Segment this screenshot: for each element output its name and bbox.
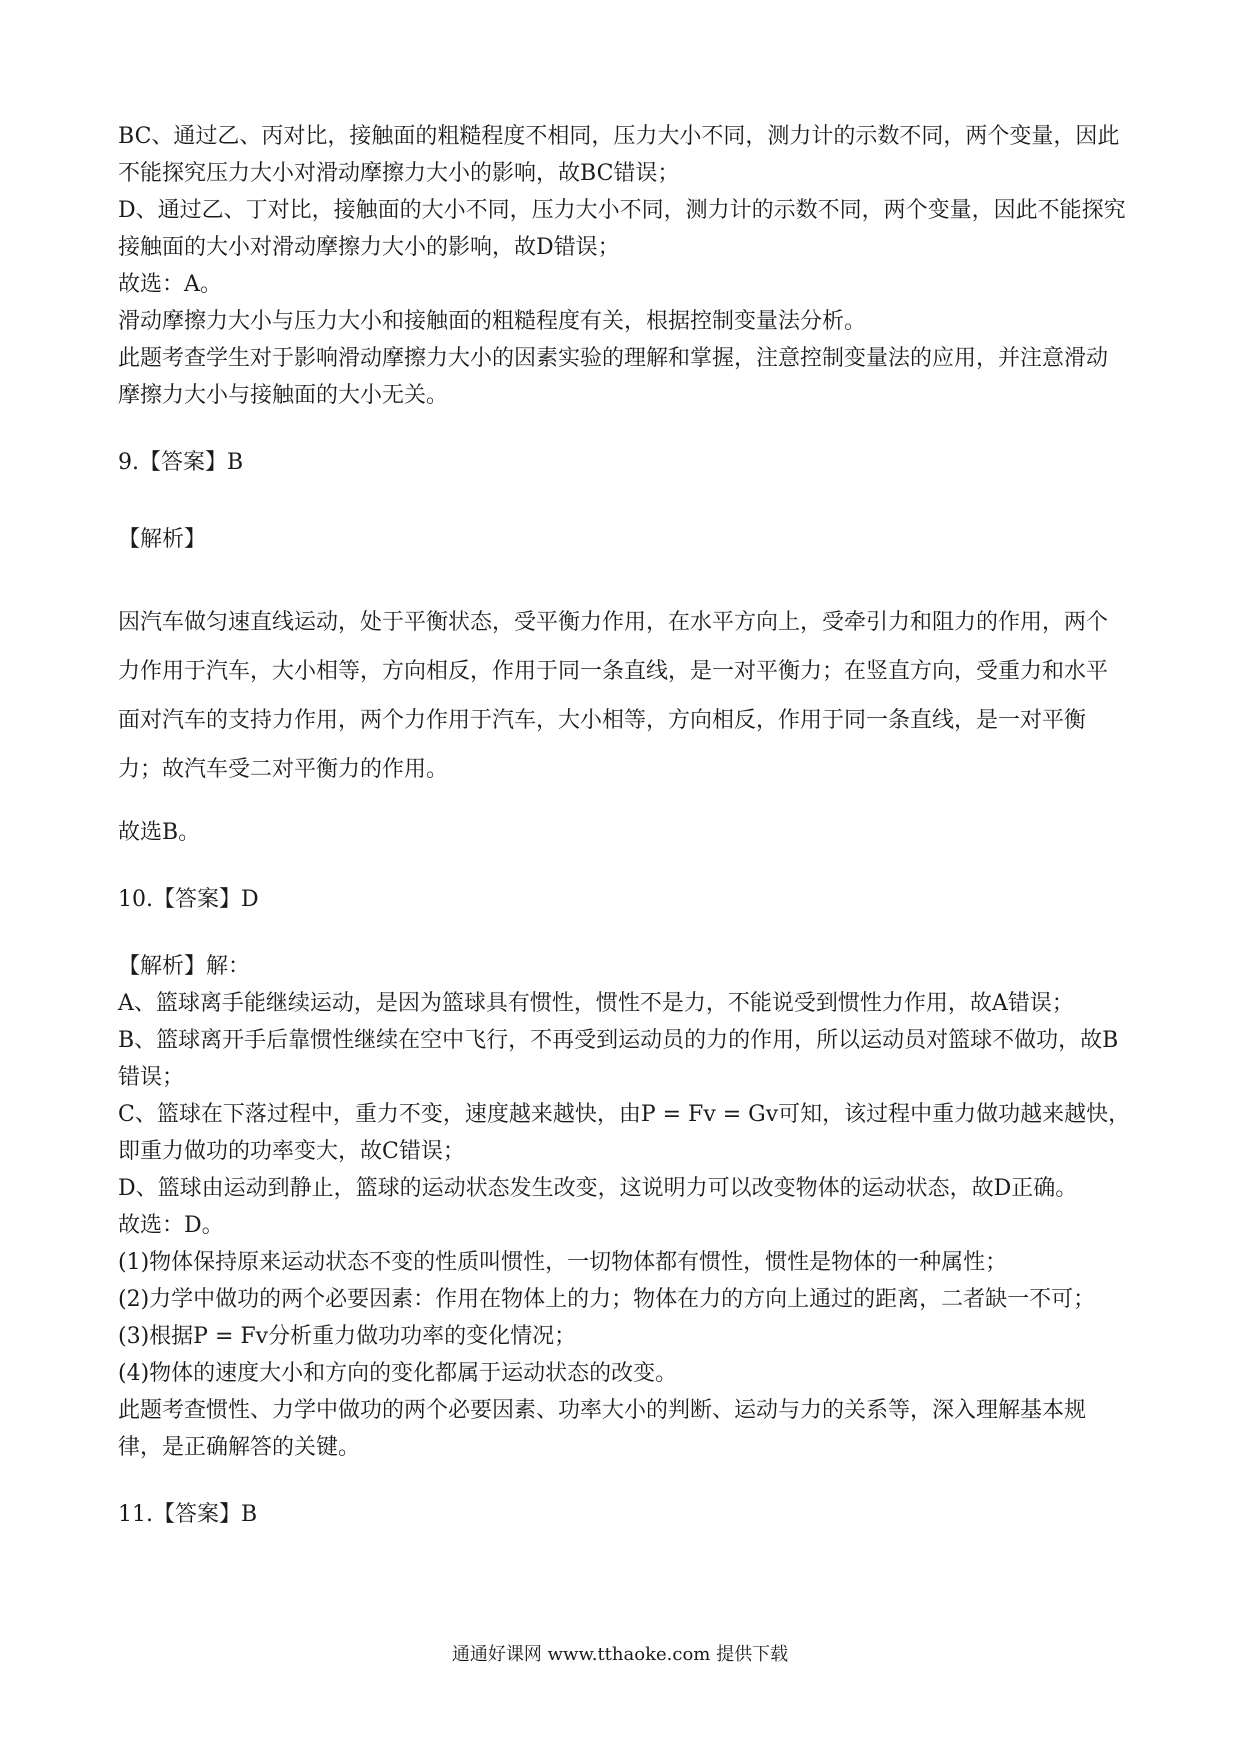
text-line: 此题考查学生对于影响滑动摩擦力大小的因素实验的理解和掌握，注意控制变量法的应用，并注意滑动 [118,346,1109,371]
text-line: 滑动摩擦力大小与压力大小和接触面的粗糙程度有关，根据控制变量法分析。 [118,309,867,334]
q10-section [118,881,1131,1466]
text-line: 不能探究压力大小对滑动摩擦力大小的影响，故BC错误； [118,161,680,186]
text-line: BC、通过乙、丙对比，接触面的粗糙程度不相同，压力大小不同，测力计的示数不同，两个变量，因此 [118,124,1120,149]
text-line: 摩擦力大小与接触面的大小无关。 [118,383,449,408]
text-line: (4)物体的速度大小和方向的变化都属于运动状态的改变。 [118,1361,678,1386]
text-line: 力作用于汽车，大小相等，方向相反，作用于同一条直线，是一对平衡力；在竖直方向，受重力和水平 [118,659,1109,684]
text-line: 错误； [118,1065,185,1090]
text-line: (3)根据P = Fv分析重力做功功率的变化情况； [118,1324,577,1349]
answer-heading: 9.【答案】B [118,450,244,475]
q11-section [118,1496,1128,1533]
text-line: 故选：D。 [118,1213,224,1238]
q9-section [118,444,1128,851]
text-line: A、篮球离手能继续运动，是因为篮球具有惯性，惯性不是力，不能说受到惯性力作用，故A错误； [118,991,1074,1016]
text-line: 此题考查惯性、力学中做功的两个必要因素、功率大小的判断、运动与力的关系等，深入理解基本规 [118,1398,1087,1423]
text-line: (2)力学中做功的两个必要因素：作用在物体上的力；物体在力的方向上通过的距离，二者缺一不可； [118,1287,1096,1312]
text-line: 面对汽车的支持力作用，两个力作用于汽车，大小相等，方向相反，作用于同一条直线，是一对平衡 [118,708,1087,733]
text-line: 力；故汽车受二对平衡力的作用。 [118,757,449,782]
text-line: D、通过乙、丁对比，接触面的大小不同，压力大小不同，测力计的示数不同，两个变量，因此不能探究 [118,198,1126,223]
text-line: 故选：A。 [118,272,222,297]
q8-analysis-tail [118,118,1128,414]
answer-heading: 10.【答案】D [118,887,259,912]
text-line: 律，是正确解答的关键。 [118,1435,361,1460]
text-line: (1)物体保持原来运动状态不变的性质叫惯性，一切物体都有惯性，惯性是物体的一种属性； [118,1250,1008,1275]
text-line: 即重力做功的功率变大，故C错误； [118,1139,465,1164]
page-footer: 通通好课网 www.tthaoke.com 提供下载 [451,1644,789,1665]
answer-heading: 11.【答案】B [118,1502,258,1527]
text-line: 接触面的大小对滑动摩擦力大小的影响，故D错误； [118,235,620,260]
text-line: B、篮球离开手后靠惯性继续在空中飞行，不再受到运动员的力的作用，所以运动员对篮球不做功，故B [118,1028,1119,1053]
text-line: D、篮球由运动到静止，篮球的运动状态发生改变，这说明力可以改变物体的运动状态，故D正确。 [118,1176,1078,1201]
text-line: C、篮球在下落过程中，重力不变，速度越来越快，由P = Fv = Gv可知，该过程中重力做功越来越快， [118,1102,1131,1127]
text-line: 因汽车做匀速直线运动，处于平衡状态，受平衡力作用，在水平方向上，受牵引力和阻力的作用，两个 [118,610,1109,635]
conclusion: 故选B。 [118,820,201,845]
document-page [118,118,1131,1533]
analysis-heading: 【解析】 [118,527,207,552]
analysis-heading: 【解析】解： [118,954,251,979]
